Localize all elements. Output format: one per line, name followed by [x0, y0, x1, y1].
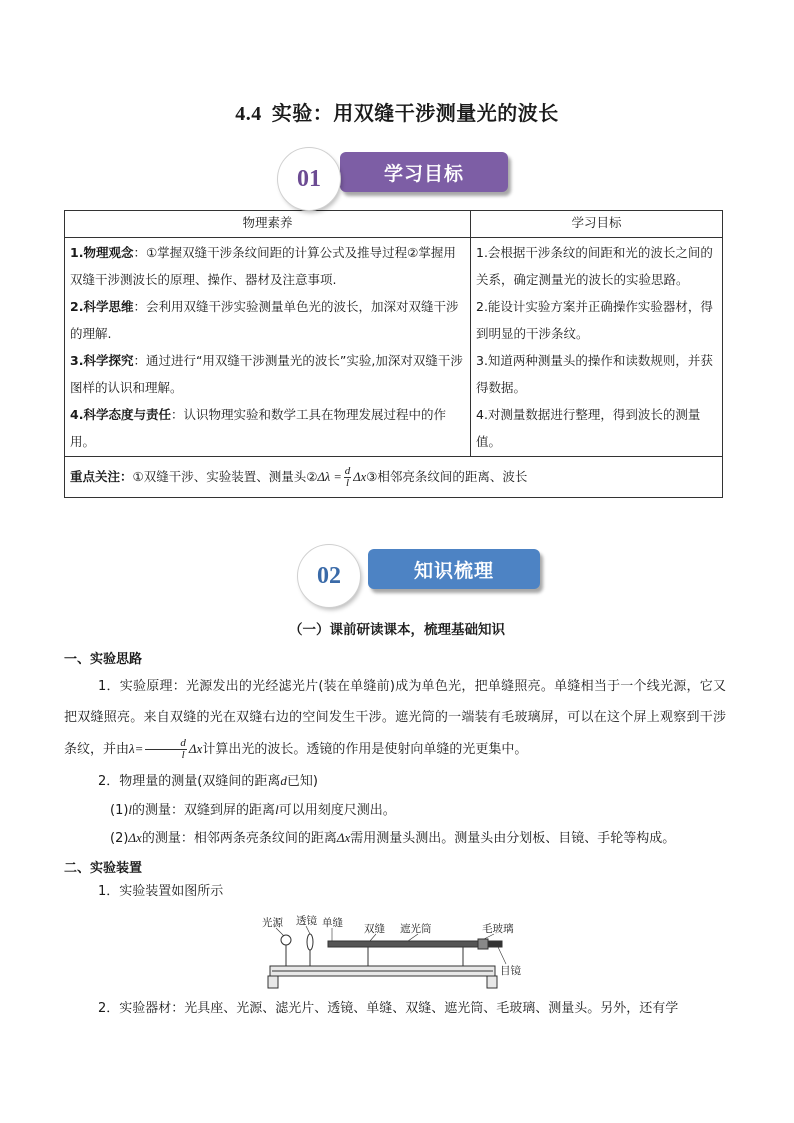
- literacy-item: 2.科学思维：会利用双缝干涉实验测量单色光的波长，加深对双缝干涉的理解.: [70, 299, 459, 341]
- literacy-item: 3.科学探究：通过进行“用双缝干涉测量光的波长”实验,加深对双缝干涉图样的认识和理解。: [70, 353, 463, 395]
- section-number-badge: 01: [278, 148, 340, 210]
- title-number: 4.4: [235, 103, 262, 125]
- goal-item: 2.能设计实验方案并正确操作实验器材，得到明显的干涉条纹。: [476, 299, 713, 341]
- page-title: [0, 97, 794, 126]
- paragraph-dx-measurement: (2)Δx的测量：相邻两条亮条纹间的距离Δx需用测量头测出。测量头由分划板、目镜、手轮等构成。: [110, 830, 676, 846]
- lens-icon: [307, 934, 313, 966]
- table-row: [65, 238, 723, 457]
- literacy-item: 4.科学态度与责任：认识物理实验和数学工具在物理发展过程中的作用。: [70, 407, 446, 449]
- label-light-source: 光源: [262, 917, 283, 929]
- table-row: [65, 457, 723, 498]
- goal-cell: [471, 238, 723, 457]
- apparatus-diagram: [258, 912, 533, 990]
- literacy-item: 1.物理观念：①掌握双缝干涉条纹间距的计算公式及推导过程②掌握用双缝干涉测波长的原理、操作、器材及注意事项.: [70, 245, 456, 287]
- label-single-slit: 单缝: [322, 917, 343, 929]
- header-cell: 学习目标: [471, 211, 723, 238]
- heading-apparatus: 二、实验装置: [64, 861, 143, 876]
- goals-table: [64, 210, 723, 498]
- header-cell: 物理素养: [65, 211, 471, 238]
- paragraph-equipment: 2．实验器材：光具座、光源、滤光片、透镜、单缝、双缝、遮光筒、毛玻璃、测量头。另外，还有学: [98, 1001, 679, 1016]
- label-double-slit: 双缝: [364, 923, 385, 935]
- goal-item: 4.对测量数据进行整理，得到波长的测量值。: [476, 407, 701, 449]
- title-text: 实验：用双缝干涉测量光的波长: [271, 101, 559, 125]
- paragraph-measurement: 2．物理量的测量(双缝间的距离d已知): [98, 773, 318, 789]
- heading-experiment-idea: 一、实验思路: [64, 652, 143, 667]
- table-header-row: [65, 211, 723, 238]
- section-label: 学习目标: [340, 152, 508, 192]
- label-ground-glass: 毛玻璃: [482, 923, 514, 935]
- focus-label: 重点关注：: [70, 469, 133, 484]
- bulb-icon: [281, 935, 291, 966]
- label-shade-tube: 遮光筒: [400, 923, 432, 935]
- paragraph-apparatus-intro: 1．实验装置如图所示: [98, 884, 224, 899]
- fraction-d-over-l: $\frac{d}{l}$: [344, 465, 351, 489]
- shade-tube-icon: [328, 939, 502, 966]
- label-eyepiece: 目镜: [500, 965, 521, 977]
- goal-item: 1.会根据干涉条纹的间距和光的波长之间的关系，确定测量光的波长的实验思路。: [476, 245, 713, 287]
- label-lens: 透镜: [296, 915, 317, 927]
- section-number-badge: 02: [298, 545, 360, 607]
- optical-bench: [268, 966, 497, 988]
- paragraph-l-measurement: (1)l的测量：双缝到屏的距离l可以用刻度尺测出。: [110, 802, 396, 818]
- subsection-title: （一）课前研读课本，梳理基础知识: [289, 622, 505, 638]
- section-label: 知识梳理: [368, 549, 540, 589]
- section-banner-knowledge: [298, 545, 548, 605]
- goal-item: 3.知道两种测量头的操作和读数规则，并获得数据。: [476, 353, 713, 395]
- fraction-d-over-l: $\frac{d}{l}$: [145, 738, 187, 761]
- paragraph-principle: 1．实验原理：光源发出的光经滤光片(装在单缝前)成为单色光，把单缝照亮。单缝相当于一个线光源，它又把双缝照亮。来自双缝的光在双缝右边的空间发生干涉。遮光筒的一端装有毛玻璃屏，可以在这个屏上观察到干涉条纹，并由λ= $\frac{d}{l}$ Δx计算出光的波长。透镜的作用是使射向单缝的光更集中。: [64, 679, 726, 761]
- focus-cell: 重点关注：①双缝干涉、实验装置、测量头②Δλ = $\frac{d}{l}$ Δx③相邻亮条纹间的距离、波长: [65, 457, 723, 498]
- section-banner-goals: [278, 148, 518, 208]
- literacy-cell: [65, 238, 471, 457]
